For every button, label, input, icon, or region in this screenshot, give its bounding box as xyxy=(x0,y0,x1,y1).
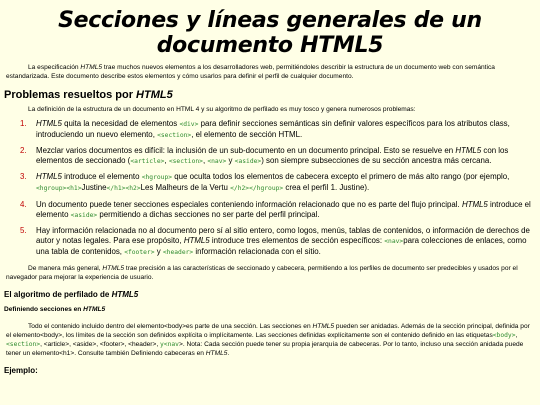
algorithm-heading-text: El algoritmo de perfilado de xyxy=(4,289,112,299)
item-text: información relacionada con el sitio. xyxy=(193,246,321,256)
defining-heading-text: Definiendo secciones en xyxy=(4,305,84,313)
defining-heading-html5: HTML5 xyxy=(83,305,106,313)
list-item xyxy=(20,200,534,221)
code-snippet: <hgroup> xyxy=(141,174,173,182)
item-number: 1. xyxy=(20,119,27,128)
code-snippet: <section> xyxy=(168,158,203,166)
example-heading: Ejemplo: xyxy=(4,365,38,375)
code-snippet: <nav> xyxy=(384,237,404,245)
list-item xyxy=(20,172,534,194)
summary-text-rest: trae precisión a las características de seccionado y cabecera, permitiendo a los perfiles de documento ser predecibles y usados por el navegador para mejorar la experiencia de usuario. xyxy=(6,264,518,281)
item-text: , xyxy=(202,156,208,166)
problems-intro: La definición de la estructura de un documento en HTML 4 y su algoritmo de perfilado es muy tosco y genera numerosos problemas: xyxy=(28,106,416,113)
item-text: HTML5 xyxy=(455,146,482,156)
code-snippet: </h1><h2> xyxy=(106,185,141,193)
item-text: y xyxy=(154,246,163,256)
outline-text: >. Nota: Cada sección puede tener su propia jerarquía de cabeceras. Por lo tanto, incluso una sección anidada puede tener un elemento<h1>. Consulte también Definiendo cabeceras en xyxy=(6,340,524,357)
item-text: Hay información relacionada no al documento pero sí al sitio entero, como logos, menús, tablas de contenidos, o información de derechos de autor y notas legales. Para ese propósito, xyxy=(36,225,530,245)
item-text: HTML5 xyxy=(183,235,210,245)
outline-html5: HTML5 xyxy=(205,349,228,357)
code-snippet: <section> xyxy=(6,340,41,348)
code-snippet: <footer> xyxy=(124,248,155,256)
code-snippet: <div> xyxy=(179,121,199,128)
summary-text: De manera más general, xyxy=(28,264,103,272)
code-snippet: <header> xyxy=(162,248,194,256)
code-snippet: <aside> xyxy=(70,211,98,219)
item-number: 3. xyxy=(20,172,27,182)
algorithm-heading-html5: HTML5 xyxy=(111,289,139,299)
outline-text: pueden ser anidadas. Además de la sección principal, definida por el elemento<body>, los límites de la sección son definidos explícita o implícitamente. Las secciones definidas explícitamente son el contenido definido en las etiquetas xyxy=(6,322,530,339)
problems-heading xyxy=(4,88,536,102)
outline-text: , <article>, <aside>, <footer>, <header>, xyxy=(40,340,160,348)
code-snippet: <section> xyxy=(157,132,192,139)
item-text: , xyxy=(164,156,169,166)
item-number: 2. xyxy=(20,146,27,156)
item-text: y xyxy=(226,156,235,166)
item-text: Un documento puede tener secciones especiales conteniendo información relacionado que no es parte del flujo principal. xyxy=(36,199,462,209)
item-number: 4. xyxy=(20,199,27,209)
item-text: HTML5 xyxy=(36,172,62,182)
item-text: introduce el elemento xyxy=(36,199,531,219)
item-text: HTML5 xyxy=(461,199,488,209)
list-item xyxy=(20,119,534,141)
code-snippet: <hgroup><h1> xyxy=(36,185,82,193)
page-title: Secciones y líneas generales de un documento HTML5 xyxy=(58,8,482,58)
problems-heading-html5: HTML5 xyxy=(136,89,173,101)
code-snippet: <nav> xyxy=(207,158,227,166)
list-item xyxy=(20,226,534,258)
outline-text: , xyxy=(515,331,518,339)
item-text: Mezclar varios documentos es difícil: la inclusión de un sub-documento en un documento principal. Esto se resuelve en xyxy=(36,146,456,156)
item-text: ) son siempre subsecciones de su sección ancestra más cercana. xyxy=(261,156,492,166)
outline-html5: HTML5 xyxy=(312,322,335,330)
defining-sections-heading xyxy=(4,306,536,314)
item-text: HTML5 xyxy=(36,119,62,128)
intro-html5: HTML5 xyxy=(80,64,103,71)
item-text: introduce tres elementos de sección específicos: xyxy=(209,235,385,245)
outline-paragraph xyxy=(0,322,540,358)
list-item xyxy=(20,146,534,167)
item-text: introduce el elemento xyxy=(61,172,142,182)
problems-list xyxy=(20,119,534,258)
intro-text-rest: trae muchos nuevos elementos a los desarrolladores web, permitiéndoles describir la estructura de un documento web con semántica estandarizada. Este documento describe estos elementos y cómo usarlos para definir el perfil de cualquier documento. xyxy=(6,64,495,80)
summary-paragraph xyxy=(0,264,540,282)
code-snippet: <aside> xyxy=(234,158,262,166)
intro-paragraph xyxy=(0,63,540,81)
item-text: Les Malheurs de la Vertu xyxy=(140,183,231,193)
item-text: Justine xyxy=(81,183,107,193)
item-text: para definir secciones semánticas sin definir valores específicos para los atributos class, introduciendo un nuevo elemento, xyxy=(36,119,510,139)
item-text: que oculta todos los elementos de cabecera excepto el primero de más alto rango (por ejemplo, xyxy=(172,172,510,182)
item-text: quita la necesidad de elementos xyxy=(61,119,180,128)
item-number: 5. xyxy=(20,225,27,235)
code-snippet: <article> xyxy=(130,158,165,166)
outline-text: . xyxy=(227,349,230,357)
intro-text: La especificación xyxy=(28,64,81,71)
algorithm-heading xyxy=(4,290,536,300)
item-text: crea el perfil 1. Justine). xyxy=(283,183,370,193)
code-snippet: <body> xyxy=(492,331,516,339)
item-text: para colecciones de enlaces, como una tabla de contenidos, xyxy=(36,235,527,256)
outline-text: Todo el contenido incluido dentro del elemento<body>es parte de una sección. Las secciones en xyxy=(28,322,313,330)
summary-html5: HTML5 xyxy=(102,264,125,272)
problems-heading-text: Problemas resueltos por xyxy=(4,89,137,101)
code-snippet: y<nav xyxy=(160,340,179,348)
item-text: con los elementos de seccionado ( xyxy=(36,146,509,166)
item-text: permitiendo a dichas secciones no ser parte del perfil principal. xyxy=(97,209,320,219)
code-snippet: </h2></hgroup> xyxy=(230,185,284,193)
item-text: , el elemento de sección HTML. xyxy=(191,130,303,139)
